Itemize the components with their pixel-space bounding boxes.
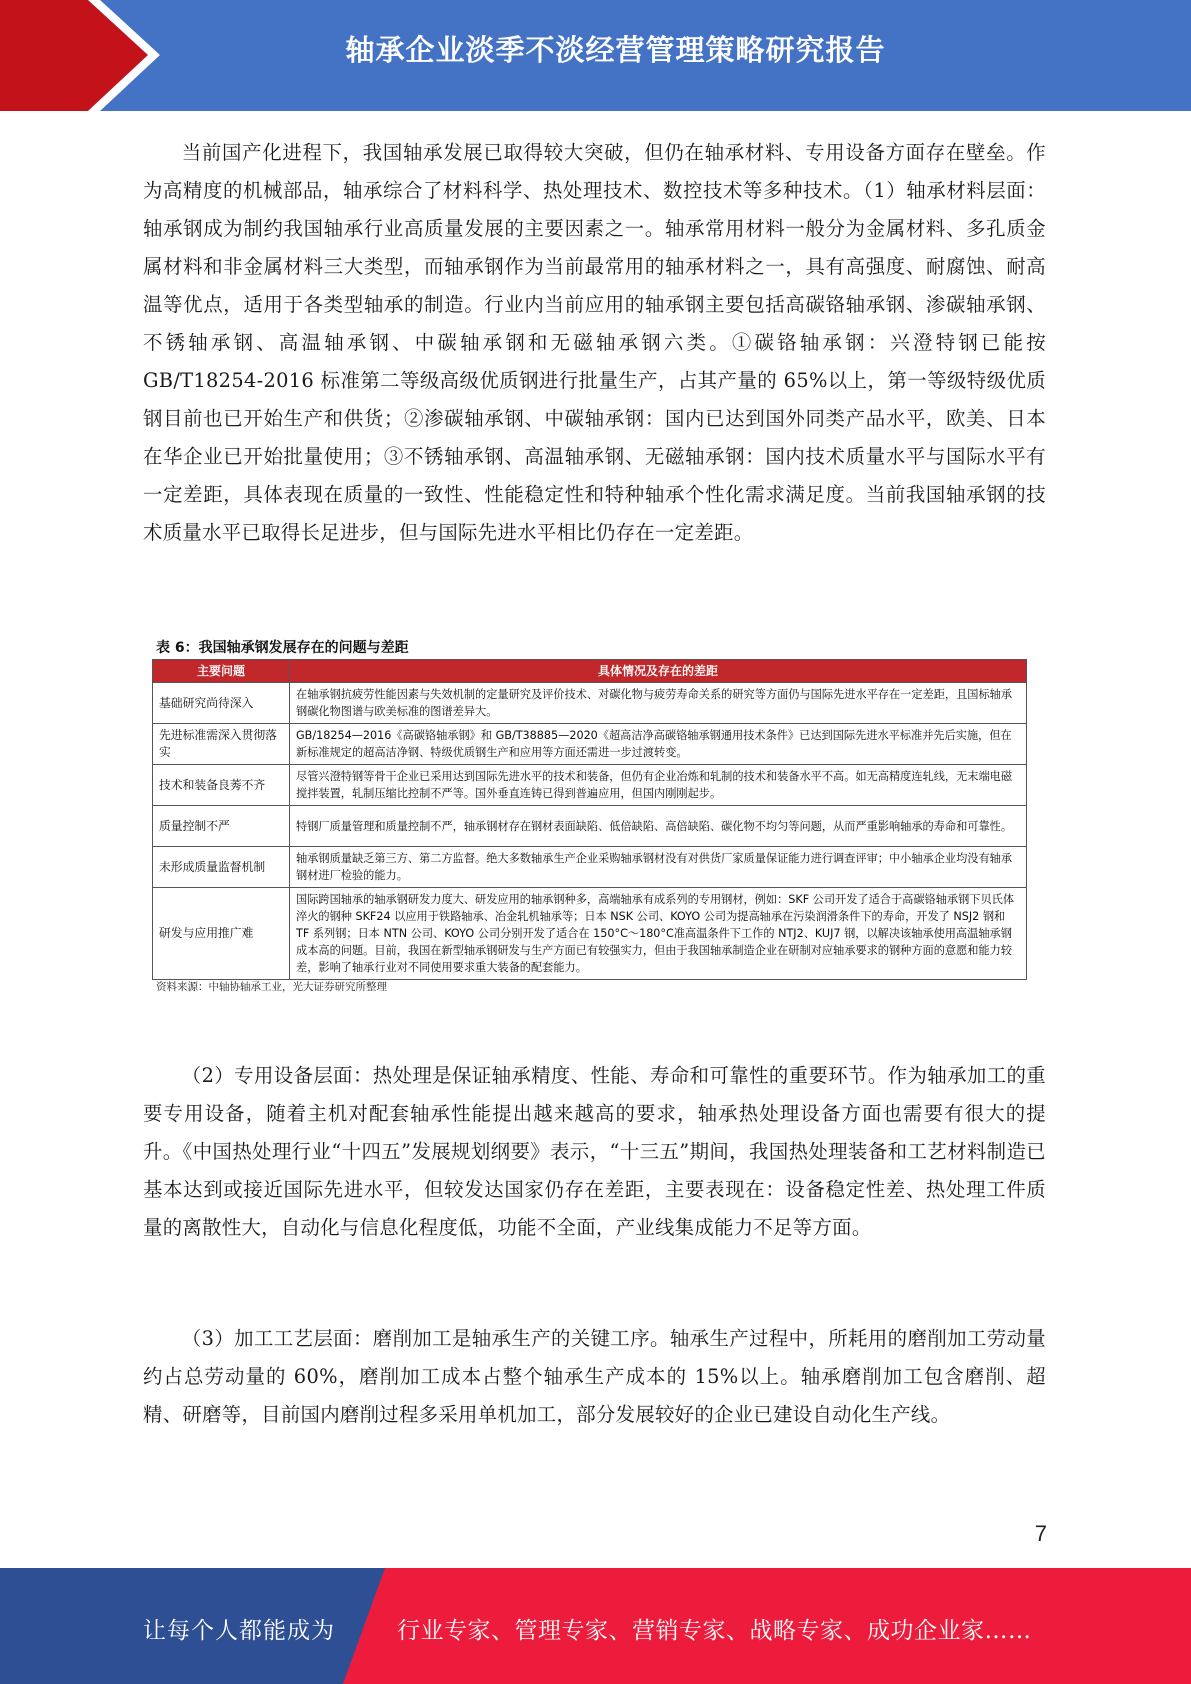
table-row bbox=[153, 847, 1027, 888]
table-cell-detail: 轴承钢质量缺乏第三方、第二方监督。绝大多数轴承生产企业采购轴承钢材没有对供货厂家质量保证能力进行调查评审；中小轴承企业均没有轴承钢材进厂检验的能力。 bbox=[290, 847, 1027, 888]
column-header-issue: 主要问题 bbox=[153, 660, 290, 683]
table-source-note: 资料来源：中轴协轴承工业，光大证券研究所整理 bbox=[156, 981, 387, 993]
footer-slogan-left: 让每个人都能成为 bbox=[143, 1618, 335, 1644]
footer-slogan-right: 行业专家、管理专家、营销专家、战略专家、成功企业家…… bbox=[397, 1618, 1032, 1644]
body-paragraph-2: （2）专用设备层面：热处理是保证轴承精度、性能、寿命和可靠性的重要环节。作为轴承加工的重要专用设备，随着主机对配套轴承性能提出越来越高的要求，轴承热处理设备方面也需要有很大的提升。《中国热处理行业“十四五”发展规划纲要》表示，“十三五”期间，我国热处理装备和工艺材料制造已基本达到或接近国际先进水平，但较发达国家仍存在差距，主要表现在：设备稳定性差、热处理工件质量的离散性大，自动化与信息化程度低，功能不全面，产业线集成能力不足等方面。 bbox=[143, 1064, 1046, 1239]
table-cell-issue: 质量控制不严 bbox=[153, 806, 290, 847]
table-row bbox=[153, 724, 1027, 765]
table-cell-detail: 在轴承钢抗疲劳性能因素与失效机制的定量研究及评价技术、对碳化物与疲劳寿命关系的研究等方面仍与国际先进水平存在一定差距，且国标轴承钢碳化物图谱与欧美标准的图谱差异大。 bbox=[290, 683, 1027, 724]
table-cell-issue: 未形成质量监督机制 bbox=[153, 847, 290, 888]
page-footer bbox=[0, 1568, 1191, 1684]
page-header bbox=[0, 0, 1191, 111]
table-cell-issue: 技术和装备良莠不齐 bbox=[153, 765, 290, 806]
body-paragraph-3: （3）加工工艺层面：磨削加工是轴承生产的关键工序。轴承生产过程中，所耗用的磨削加工劳动量约占总劳动量的 60%，磨削加工成本占整个轴承生产成本的 15%以上。轴承磨削加工包含磨削、超精、研磨等，目前国内磨削过程多采用单机加工，部分发展较好的企业已建设自动化生产线。 bbox=[143, 1327, 1046, 1426]
table-cell-detail: GB/18254—2016《高碳铬轴承钢》和 GB/T38885—2020《超高洁净高碳铬轴承钢通用技术条件》已达到国际先进水平标准并先后实施，但在新标准规定的超高洁净钢、特级优质钢生产和应用等方面还需进一步过渡转变。 bbox=[290, 724, 1027, 765]
table-header-row bbox=[153, 660, 1027, 683]
table-cell-detail: 国际跨国轴承的轴承钢研发力度大、研发应用的轴承钢种多，高端轴承有成系列的专用钢材，例如：SKF 公司开发了适合于高碳铬轴承钢下贝氏体淬火的钢种 SKF24 以应用于铁路轴承、冶金轧机轴承等；日本 NSK 公司、KOYO 公司为提高轴承在污染润滑条件下的寿命，开发了 NSJ2 钢和 TF 系列钢；日本 NTN 公司、KOYO 公司分别开发了适合在 150°C～180°C准高温条件下工作的 NTJ2、KUJ7 钢，以解决该轴承使用高温轴承钢成本高的问题。目前，我国在新型轴承钢研发与生产方面已有较强实力，但由于我国轴承制造企业在研制对应轴承要求的钢种方面的意愿和能力较差，影响了轴承行业对不同使用要求重大装备的配套能力。 bbox=[290, 888, 1027, 980]
table-cell-issue: 研发与应用推广难 bbox=[153, 888, 290, 980]
page-number: 7 bbox=[1034, 1521, 1047, 1546]
issues-table bbox=[152, 659, 1027, 980]
table-cell-detail: 尽管兴澄特钢等骨干企业已采用达到国际先进水平的技术和装备，但仍有企业冶炼和轧制的技术和装备水平不高。如无高精度连轧线，无末端电磁搅拌装置，轧制压缩比控制不严等。国外垂直连铸已得到普遍应用，但国内刚刚起步。 bbox=[290, 765, 1027, 806]
table-cell-detail: 特钢厂质量管理和质量控制不严，轴承钢材存在钢材表面缺陷、低倍缺陷、高倍缺陷、碳化物不均匀等问题，从而严重影响轴承的寿命和可靠性。 bbox=[290, 806, 1027, 847]
column-header-detail: 具体情况及存在的差距 bbox=[290, 660, 1027, 683]
table-row bbox=[153, 806, 1027, 847]
table-cell-issue: 先进标准需深入贯彻落实 bbox=[153, 724, 290, 765]
table-row bbox=[153, 683, 1027, 724]
table-row bbox=[153, 888, 1027, 980]
table-row bbox=[153, 765, 1027, 806]
report-title: 轴承企业淡季不淡经营管理策略研究报告 bbox=[345, 33, 886, 67]
table-cell-issue: 基础研究尚待深入 bbox=[153, 683, 290, 724]
body-paragraph-1: 当前国产化进程下，我国轴承发展已取得较大突破，但仍在轴承材料、专用设备方面存在壁垒。作为高精度的机械部品，轴承综合了材料科学、热处理技术、数控技术等多种技术。（1）轴承材料层面：轴承钢成为制约我国轴承行业高质量发展的主要因素之一。轴承常用材料一般分为金属材料、多孔质金属材料和非金属材料三大类型，而轴承钢作为当前最常用的轴承材料之一，具有高强度、耐腐蚀、耐高温等优点，适用于各类型轴承的制造。行业内当前应用的轴承钢主要包括高碳铬轴承钢、渗碳轴承钢、不锈轴承钢、高温轴承钢、中碳轴承钢和无磁轴承钢六类。①碳铬轴承钢：兴澄特钢已能按 GB/T18254-2016 标准第二等级高级优质钢进行批量生产，占其产量的 65%以上，第一等级特级优质钢目前也已开始生产和供货；②渗碳轴承钢、中碳轴承钢：国内已达到国外同类产品水平，欧美、日本在华企业已开始批量使用；③不锈轴承钢、高温轴承钢、无磁轴承钢：国内技术质量水平与国际水平有一定差距，具体表现在质量的一致性、性能稳定性和特种轴承个性化需求满足度。当前我国轴承钢的技术质量水平已取得长足进步，但与国际先进水平相比仍存在一定差距。 bbox=[143, 141, 1046, 544]
table-caption: 表 6：我国轴承钢发展存在的问题与差距 bbox=[156, 640, 409, 656]
